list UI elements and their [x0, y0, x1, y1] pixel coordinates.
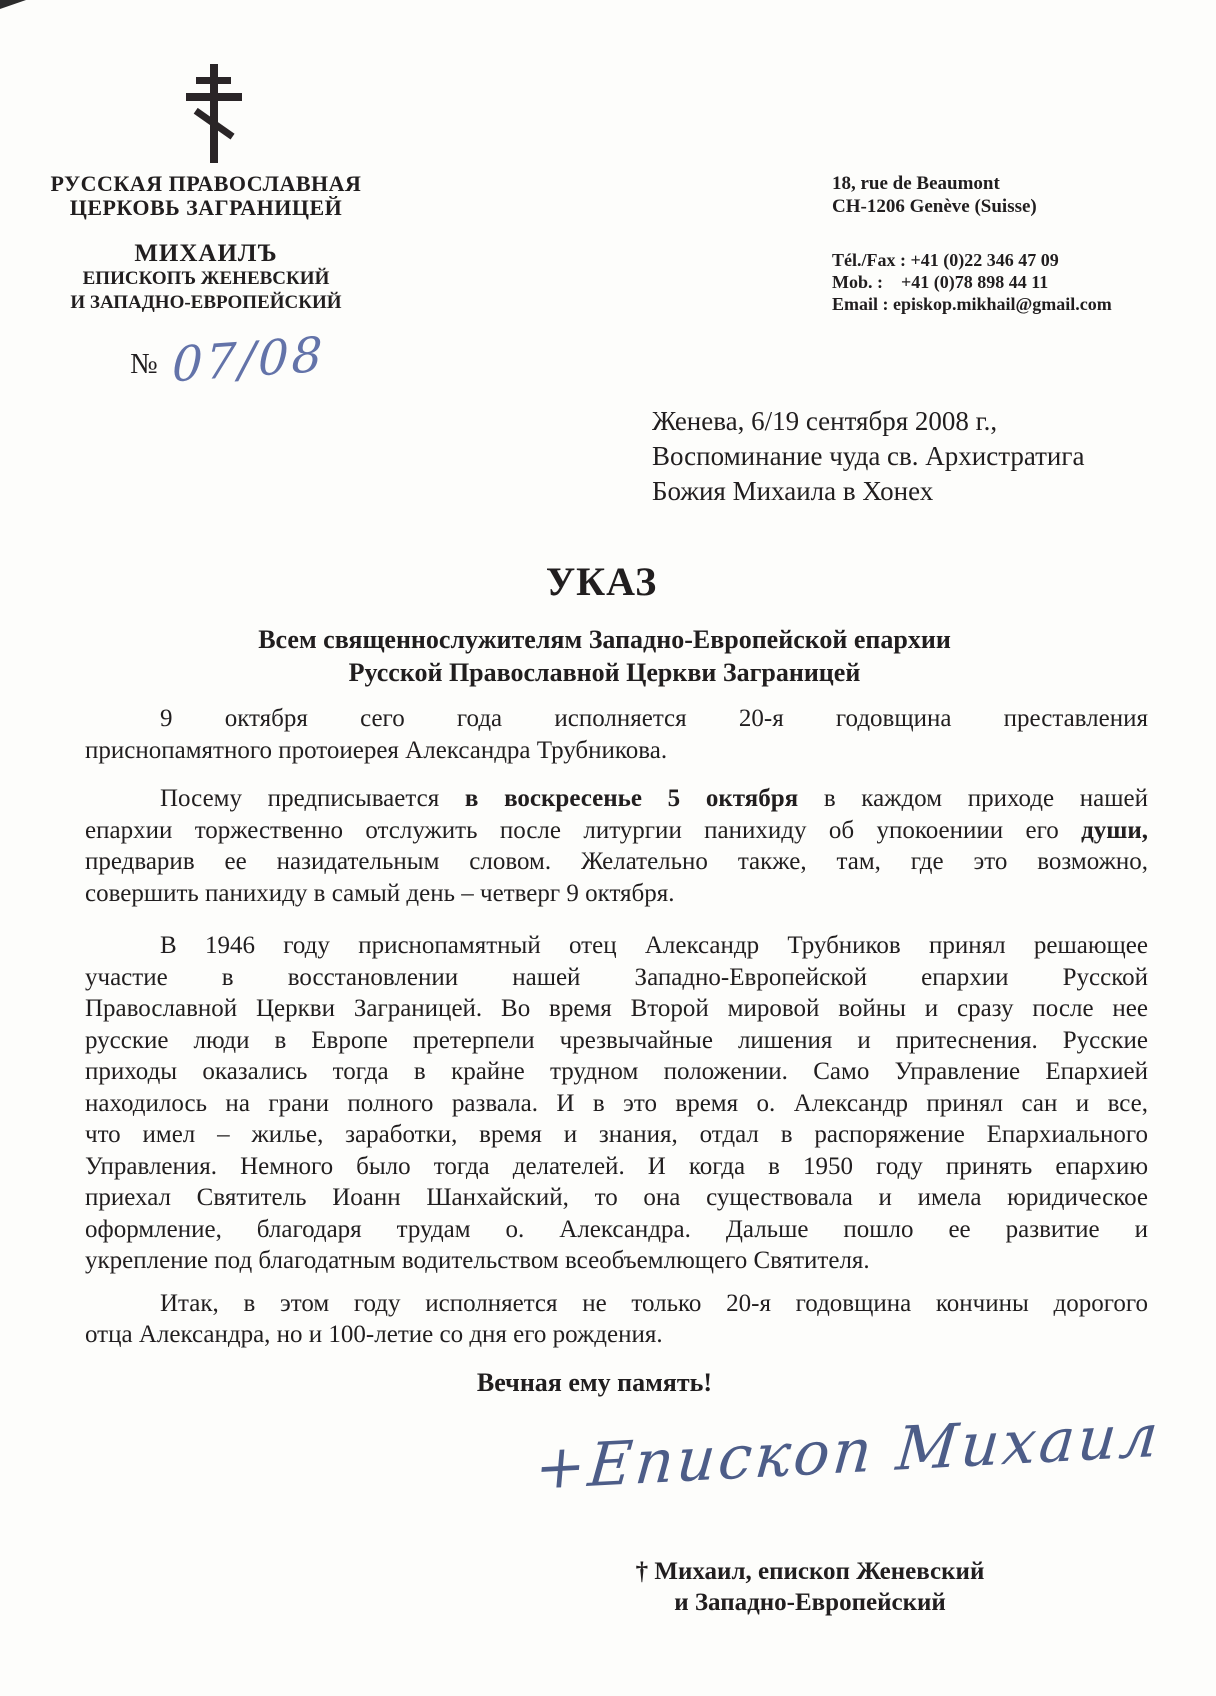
body-text: приснопамятного протоиерея Александра Трубникова.	[85, 736, 668, 764]
body-text: в каждом приходе нашей	[798, 785, 1148, 812]
body-text: приходы оказались тогда в крайне трудном положении. Само Управление Епархией	[85, 1058, 1148, 1085]
text-line	[85, 930, 1148, 962]
letterhead-left	[30, 172, 382, 314]
number-sign: №	[130, 348, 158, 380]
emphasized-text: души,	[1081, 816, 1148, 844]
text-line	[85, 846, 1148, 878]
body-text: оформление, благодаря трудам о. Александра. Дальше пошло ее развитие и	[85, 1215, 1148, 1243]
text-line	[85, 1214, 1148, 1246]
body-text: В 1946 году приснопамятный отец Александр Трубников принял решающее	[160, 932, 1148, 959]
body-text: Посему предписывается	[160, 785, 465, 812]
body-text: 9 октября сего года исполняется 20-я годовщина преставления	[160, 705, 1148, 732]
scan-artifact	[0, 0, 26, 9]
body-text: участие в восстановлении нашей Западно-Европейской епархии Русской	[85, 963, 1148, 991]
addressee-line2: Русской Православной Церкви Заграницей	[348, 658, 861, 687]
text-line	[85, 1025, 1148, 1057]
contact-block	[832, 249, 1192, 315]
orthodox-cross-icon	[185, 64, 243, 163]
text-line	[85, 962, 1148, 994]
text-line	[85, 1088, 1148, 1120]
body-text: отца Александра, но и 100-летие со дня его рождения.	[85, 1321, 663, 1348]
address-line2: CH-1206 Genève (Suisse)	[832, 196, 1037, 217]
body-text: Итак, в этом году исполняется не только 20-я годовщина кончины дорогого	[160, 1289, 1148, 1317]
text-line	[85, 735, 1148, 767]
signoff-line1: † Михаил, епископ Женевский	[635, 1558, 985, 1585]
body-text: совершить панихиду в самый день – четверг 9 октября.	[85, 879, 675, 907]
letterhead-right	[832, 172, 1192, 315]
body-paragraphs	[85, 703, 1148, 1351]
paragraph	[85, 1288, 1148, 1351]
text-line	[85, 1245, 1148, 1277]
addressee	[73, 623, 1136, 689]
body-text: Православной Церкви Заграницей. Во время Второй мировой войны и сразу после нее	[85, 995, 1148, 1022]
contact-email: Email : episkop.mikhail@gmail.com	[832, 294, 1112, 314]
text-line	[85, 783, 1148, 815]
text-line	[85, 878, 1148, 910]
text-line	[85, 993, 1148, 1025]
text-line	[85, 703, 1148, 735]
paragraph	[85, 703, 1148, 766]
text-line	[85, 1151, 1148, 1183]
body-text: находилось на грани полного развала. И в это время о. Александр принял сан и все,	[85, 1089, 1148, 1117]
signoff-block	[600, 1556, 1020, 1618]
bishop-title-line1: ЕПИСКОПЪ ЖЕНЕВСКИЙ	[82, 268, 330, 289]
contact-tel-fax: Tél./Fax : +41 (0)22 346 47 09	[832, 250, 1059, 270]
decree-title: УКАЗ	[545, 559, 658, 604]
text-line	[85, 1056, 1148, 1088]
address-line1: 18, rue de Beaumont	[832, 173, 1000, 194]
body-text: укрепление под благодатным водительством всеобъемлющего Святителя.	[85, 1247, 870, 1274]
body-text: Управления. Немного было тогда делателей. И когда в 1950 году принять епархию	[85, 1152, 1148, 1180]
paragraph	[85, 930, 1148, 1277]
dateline-feast-line2: Божия Михаила в Хонех	[652, 476, 934, 506]
handwritten-signature: +Епископ Михаил	[532, 1400, 1164, 1504]
body-text: русские люди в Европе претерпели чрезвычайные лишения и притеснения. Русские	[85, 1026, 1148, 1054]
reference-number	[130, 326, 430, 394]
dateline-feast-line1: Воспоминание чуда св. Архистратига	[652, 441, 1085, 471]
closing-exclamation: Вечная ему память!	[476, 1367, 713, 1397]
body-text: приехал Святитель Иоанн Шанхайский, то она существовала и имела юридическое	[85, 1184, 1148, 1211]
paragraph	[85, 783, 1148, 909]
signoff-line2: и Западно-Европейский	[674, 1589, 946, 1616]
dateline	[652, 404, 1132, 509]
handwritten-reference-number: 07/08	[170, 326, 326, 394]
body-text: что имел – жилье, заработки, время и знания, отдал в распоряжение Епархиального	[85, 1121, 1148, 1148]
emphasized-text: в воскресенье 5 октября	[464, 785, 799, 812]
bishop-name: МИХАИЛЪ	[134, 240, 278, 267]
text-line	[85, 1119, 1148, 1151]
text-line	[85, 1288, 1148, 1320]
organization-name-line2: ЦЕРКОВЬ ЗАГРАНИЦЕЙ	[69, 195, 343, 220]
contact-mobile: Mob. : +41 (0)78 898 44 11	[832, 272, 1049, 292]
decree-content	[85, 559, 1148, 1398]
bishop-title-line2: И ЗАПАДНО-ЕВРОПЕЙСКИЙ	[70, 292, 342, 313]
text-line	[85, 1182, 1148, 1214]
dateline-place-date: Женева, 6/19 сентября 2008 г.,	[652, 406, 998, 436]
body-text: предварив ее назидательным словом. Желательно также, там, где это возможно,	[85, 848, 1148, 875]
text-line	[85, 1319, 1148, 1351]
organization-name-line1: РУССКАЯ ПРАВОСЛАВНАЯ	[50, 171, 362, 196]
addressee-line1: Всем священнослужителям Западно-Европейской епархии	[258, 625, 951, 654]
text-line	[85, 815, 1148, 847]
body-text: епархии торжественно отслужить после литургии панихиду об упокоениии его	[85, 816, 1082, 844]
